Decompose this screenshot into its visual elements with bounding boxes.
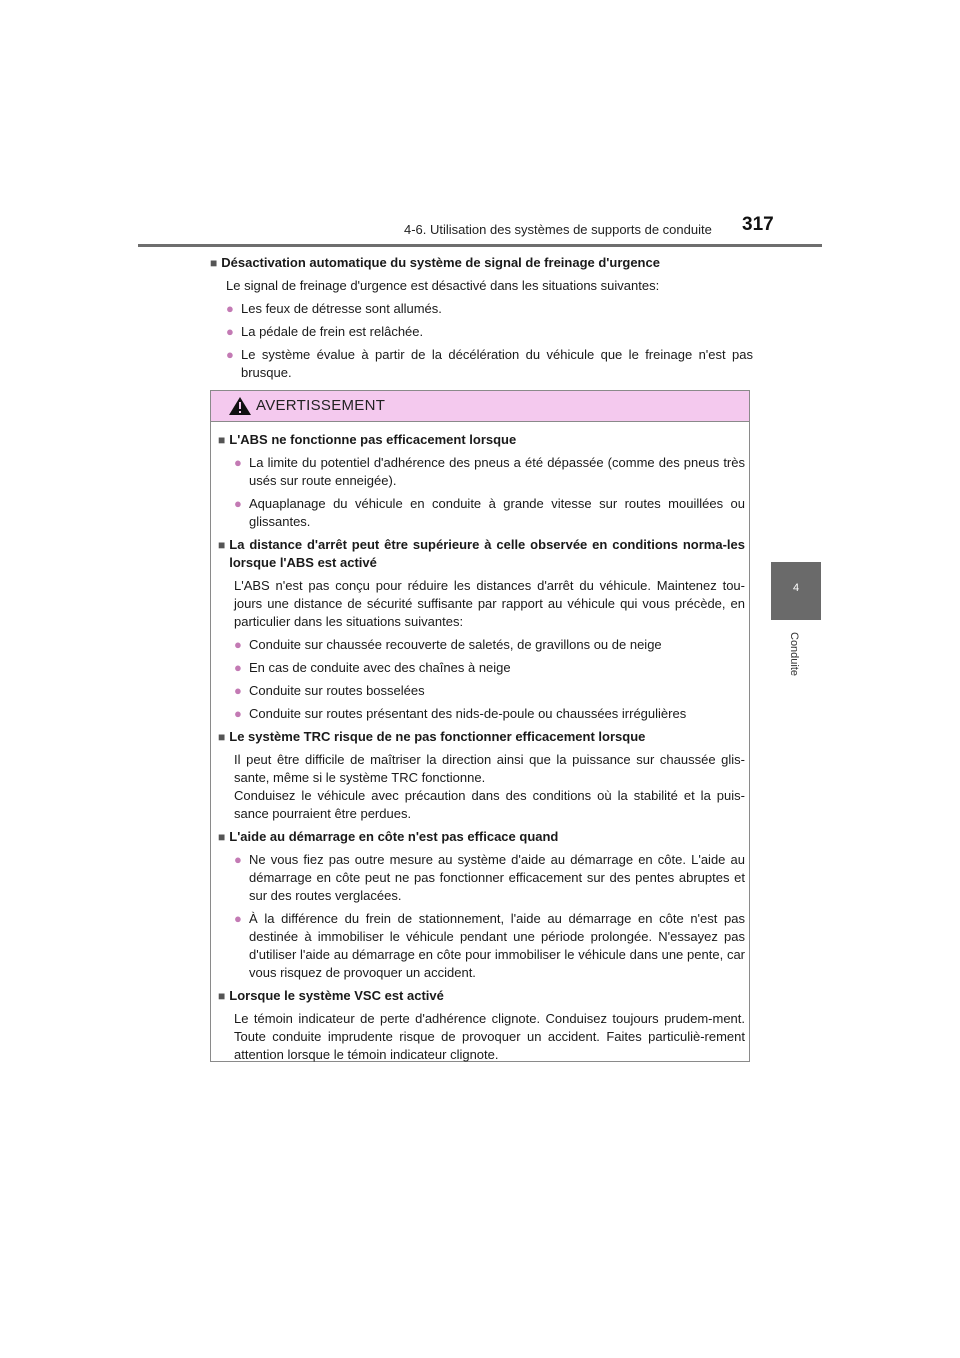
hill-start-title-text: L'aide au démarrage en côte n'est pas efficace quand [229, 829, 559, 844]
list-item-text: Les feux de détresse sont allumés. [241, 301, 442, 316]
trc-text-2: Conduisez le véhicule avec précaution dans des conditions où la stabilité et la puis-sance pourraient être perdues. [234, 788, 745, 821]
bullet-icon: ● [234, 683, 242, 698]
list-item-text: Conduite sur chaussée recouverte de saletés, de gravillons ou de neige [249, 637, 662, 652]
list-item [218, 659, 745, 677]
bullet-icon: ● [234, 496, 242, 511]
list-item-text: Conduite sur routes bosselées [249, 683, 425, 698]
list-item-text: En cas de conduite avec des chaînes à neige [249, 660, 511, 675]
chapter-label-text: Conduite [788, 632, 800, 677]
list-item [218, 851, 745, 905]
warning-body [218, 431, 745, 1064]
vsc-text: Le témoin indicateur de perte d'adhérence clignote. Conduisez toujours prudem-ment. Toute conduite imprudente risque de provoquer un accident. Faites particuliè-rement attention lorsque le témoin indicateur clignote. [234, 1011, 745, 1062]
hill-start-title [218, 828, 745, 846]
list-item [210, 346, 753, 382]
bullet-icon: ● [234, 455, 242, 470]
square-icon: ■ [218, 538, 226, 552]
warning-header [211, 391, 749, 422]
chapter-tab: 4 [771, 562, 821, 620]
intro-title-text: Désactivation automatique du système de signal de freinage d'urgence [221, 255, 660, 270]
bullet-icon: ● [226, 301, 234, 316]
trc-title-text: Le système TRC risque de ne pas fonctionner efficacement lorsque [229, 729, 646, 744]
trc-title [218, 728, 745, 746]
bullet-icon: ● [234, 660, 242, 675]
square-icon: ■ [218, 730, 226, 744]
header-rule [138, 244, 822, 247]
list-item [210, 323, 753, 341]
bullet-icon: ● [234, 911, 242, 926]
vsc-title-text: Lorsque le système VSC est activé [229, 988, 444, 1003]
list-item [218, 495, 745, 531]
list-item-text: Ne vous fiez pas outre mesure au système d'aide au démarrage en côte. L'aide au démarrage en côte peut ne pas fonctionner efficacement sur des pentes abruptes et sur des routes verglacées. [249, 852, 745, 903]
warning-label: AVERTISSEMENT [256, 397, 386, 414]
list-item [218, 636, 745, 654]
abs-title-text: L'ABS ne fonctionne pas efficacement lorsque [229, 432, 517, 447]
intro-section [210, 254, 753, 382]
trc-text-1: Il peut être difficile de maîtriser la direction ainsi que la puissance sur chaussée glis-sante, même si le système TRC fonctionne. [234, 752, 745, 785]
header-section-title: 4-6. Utilisation des systèmes de supports de conduite [404, 222, 712, 237]
bullet-icon: ● [234, 706, 242, 721]
list-item-text: La limite du potentiel d'adhérence des pneus a été dépassée (comme des pneus très usés sur route enneigée). [249, 455, 745, 488]
intro-title [210, 254, 753, 272]
list-item [218, 705, 745, 723]
list-item-text: À la différence du frein de stationnement, l'aide au démarrage en côte n'est pas destinée à immobiliser le véhicule pendant une période prolongée. N'essayez pas d'utiliser l'aide au démarrage en côte pour immobiliser le véhicule dans une pente, car vous risquez de provoquer un accident. [249, 911, 745, 980]
abs-title [218, 431, 745, 449]
bullet-icon: ● [226, 324, 234, 339]
list-item [218, 682, 745, 700]
bullet-icon: ● [234, 637, 242, 652]
bullet-icon: ● [234, 852, 242, 867]
stopping-distance-text: L'ABS n'est pas conçu pour réduire les distances d'arrêt du véhicule. Maintenez tou-jours une distance de sécurité suffisante par rapport au véhicule qui vous précède, en particulier dans les situations suivantes: [234, 578, 745, 629]
list-item-text: Le système évalue à partir de la décélération du véhicule que le freinage n'est pas brusque. [241, 347, 753, 380]
page-number: 317 [742, 214, 774, 235]
list-item [210, 300, 753, 318]
warning-box [210, 390, 750, 1062]
bullet-icon: ● [226, 347, 234, 362]
square-icon: ■ [218, 989, 226, 1003]
stopping-distance-title-text: La distance d'arrêt peut être supérieure à celle observée en conditions norma-les lorsque l'ABS est activé [229, 537, 745, 570]
list-item-text: Aquaplanage du véhicule en conduite à grande vitesse sur routes mouillées ou glissantes. [249, 496, 745, 529]
square-icon: ■ [218, 830, 226, 844]
list-item-text: Conduite sur routes présentant des nids-de-poule ou chaussées irrégulières [249, 706, 687, 721]
vsc-title [218, 987, 745, 1005]
warning-icon [228, 396, 252, 416]
list-item-text: La pédale de frein est relâchée. [241, 324, 424, 339]
square-icon: ■ [218, 433, 226, 447]
square-icon: ■ [210, 256, 218, 270]
list-item [218, 454, 745, 490]
stopping-distance-title [218, 536, 745, 572]
chapter-label [780, 632, 810, 692]
intro-text: Le signal de freinage d'urgence est désactivé dans les situations suivantes: [226, 278, 660, 293]
list-item [218, 910, 745, 982]
